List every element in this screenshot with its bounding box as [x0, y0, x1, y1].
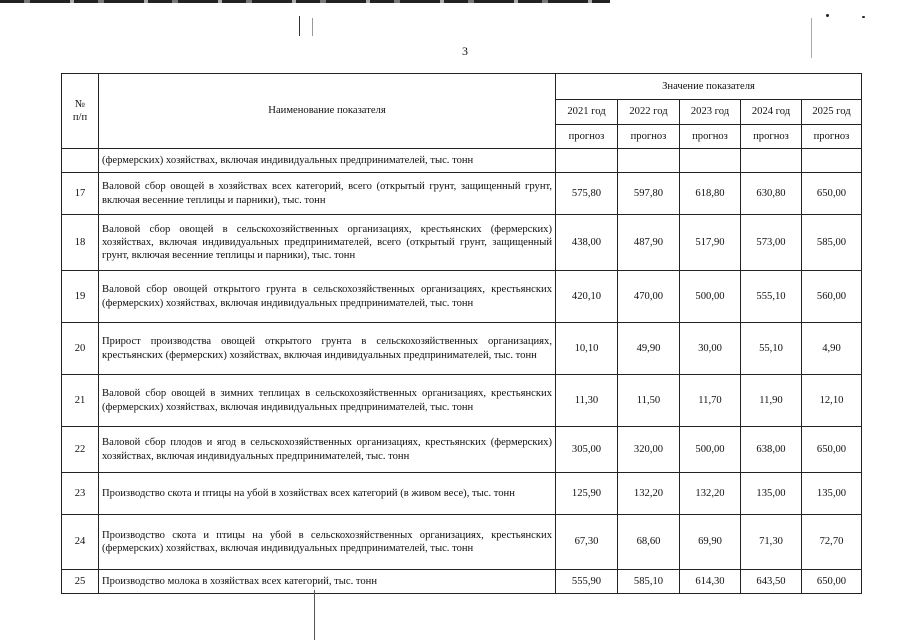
indicator-value: 585,00: [802, 215, 862, 271]
header-forecast-label: прогноз: [618, 125, 680, 149]
indicator-value: 55,10: [741, 323, 802, 375]
indicator-value: 573,00: [741, 215, 802, 271]
indicator-value: 585,10: [618, 570, 680, 594]
indicator-value: 630,80: [741, 173, 802, 215]
indicator-value: 618,80: [680, 173, 741, 215]
indicator-name: Валовой сбор овощей открытого грунта в сельскохозяйственных организациях, крестьянских (фермерских) хозяйствах, включая индивидуальных предпринимателей, тыс. тонн: [99, 271, 556, 323]
table-row: [62, 173, 862, 215]
indicator-value: [618, 149, 680, 173]
row-number: 24: [62, 515, 99, 570]
indicator-name: Прирост производства овощей открытого грунта в сельскохозяйственных организациях, крестьянских (фермерских) хозяйствах, включая индивидуальных предпринимателей, тыс. тонн: [99, 323, 556, 375]
indicator-value: 500,00: [680, 271, 741, 323]
scan-line-artifact: [314, 590, 315, 640]
row-number: 22: [62, 427, 99, 473]
indicator-value: 638,00: [741, 427, 802, 473]
header-forecast-label: прогноз: [802, 125, 862, 149]
indicator-value: 132,20: [618, 473, 680, 515]
indicator-value: 597,80: [618, 173, 680, 215]
scan-speck: [826, 14, 829, 17]
indicator-value: 11,90: [741, 375, 802, 427]
indicator-value: 320,00: [618, 427, 680, 473]
indicator-value: 135,00: [741, 473, 802, 515]
indicator-value: 560,00: [802, 271, 862, 323]
table-row: [62, 323, 862, 375]
indicator-name: (фермерских) хозяйствах, включая индивидуальных предпринимателей, тыс. тонн: [99, 149, 556, 173]
indicator-value: 470,00: [618, 271, 680, 323]
indicator-value: 135,00: [802, 473, 862, 515]
row-number: 19: [62, 271, 99, 323]
indicator-value: [802, 149, 862, 173]
header-forecast-label: прогноз: [680, 125, 741, 149]
table-row: [62, 515, 862, 570]
row-number: [62, 149, 99, 173]
indicator-value: 500,00: [680, 427, 741, 473]
indicator-value: 125,90: [556, 473, 618, 515]
indicator-name: Валовой сбор овощей в хозяйствах всех категорий, всего (открытый грунт, защищенный грунт, включая весенние теплицы и парники), тыс. тонн: [99, 173, 556, 215]
indicator-value: 487,90: [618, 215, 680, 271]
indicator-value: 10,10: [556, 323, 618, 375]
indicator-value: 555,10: [741, 271, 802, 323]
row-number: 17: [62, 173, 99, 215]
header-year: 2024 год: [741, 100, 802, 125]
indicator-value: 11,70: [680, 375, 741, 427]
indicator-value: 4,90: [802, 323, 862, 375]
scan-edge-artifact: [0, 0, 610, 3]
header-year: 2022 год: [618, 100, 680, 125]
indicator-value: 643,50: [741, 570, 802, 594]
indicator-name: Производство скота и птицы на убой в сельскохозяйственных организациях, крестьянских (фермерских) хозяйствах, включая индивидуальных предпринимателей, тыс. тонн: [99, 515, 556, 570]
indicator-value: 650,00: [802, 570, 862, 594]
indicator-value: 438,00: [556, 215, 618, 271]
header-forecast-label: прогноз: [741, 125, 802, 149]
table-row: [62, 375, 862, 427]
indicator-value: [680, 149, 741, 173]
indicator-value: 11,50: [618, 375, 680, 427]
indicator-value: 650,00: [802, 173, 862, 215]
scan-line-artifact: [312, 18, 313, 36]
indicator-value: 420,10: [556, 271, 618, 323]
indicator-value: 555,90: [556, 570, 618, 594]
indicator-value: 614,30: [680, 570, 741, 594]
indicator-table: [61, 73, 862, 594]
indicator-value: [556, 149, 618, 173]
indicator-value: 69,90: [680, 515, 741, 570]
row-number: 21: [62, 375, 99, 427]
table-row: [62, 215, 862, 271]
header-forecast-label: прогноз: [556, 125, 618, 149]
indicator-value: [741, 149, 802, 173]
header-year: 2021 год: [556, 100, 618, 125]
scan-line-artifact: [299, 16, 300, 36]
table-row: [62, 427, 862, 473]
indicator-value: 575,80: [556, 173, 618, 215]
row-number: 18: [62, 215, 99, 271]
indicator-value: 12,10: [802, 375, 862, 427]
indicator-value: 68,60: [618, 515, 680, 570]
table-row: [62, 473, 862, 515]
indicator-value: 517,90: [680, 215, 741, 271]
table-body: [62, 149, 862, 594]
indicator-name: Производство молока в хозяйствах всех категорий, тыс. тонн: [99, 570, 556, 594]
table-row: [62, 271, 862, 323]
indicator-value: 49,90: [618, 323, 680, 375]
header-year: 2025 год: [802, 100, 862, 125]
row-number: 20: [62, 323, 99, 375]
indicator-name: Производство скота и птицы на убой в хозяйствах всех категорий (в живом весе), тыс. тонн: [99, 473, 556, 515]
indicator-value: 11,30: [556, 375, 618, 427]
scan-speck: [862, 16, 865, 18]
header-year: 2023 год: [680, 100, 741, 125]
header-indicator-name: Наименование показателя: [99, 74, 556, 149]
table-row: [62, 149, 862, 173]
header-number: № п/п: [62, 74, 99, 149]
table-row: [62, 570, 862, 594]
indicator-value: 650,00: [802, 427, 862, 473]
header-value-group: Значение показателя: [556, 74, 862, 100]
indicator-name: Валовой сбор овощей в зимних теплицах в сельскохозяйственных организациях, крестьянских (фермерских) хозяйствах, включая индивидуальных предпринимателей, тыс. тонн: [99, 375, 556, 427]
row-number: 25: [62, 570, 99, 594]
page-number: 3: [462, 44, 468, 58]
indicator-value: 305,00: [556, 427, 618, 473]
row-number: 23: [62, 473, 99, 515]
indicator-value: 132,20: [680, 473, 741, 515]
indicator-name: Валовой сбор овощей в сельскохозяйственных организациях, крестьянских (фермерских) хозяйствах, включая индивидуальных предпринимателей, всего (открытый грунт, защищенный грунт, включая весенние теплицы и парники), тыс. тонн: [99, 215, 556, 271]
indicator-value: 71,30: [741, 515, 802, 570]
indicator-name: Валовой сбор плодов и ягод в сельскохозяйственных организациях, крестьянских (фермерских) хозяйствах, включая индивидуальных предпринимателей, тыс. тонн: [99, 427, 556, 473]
indicator-value: 30,00: [680, 323, 741, 375]
indicator-value: 67,30: [556, 515, 618, 570]
scan-line-artifact: [811, 18, 812, 58]
indicator-value: 72,70: [802, 515, 862, 570]
